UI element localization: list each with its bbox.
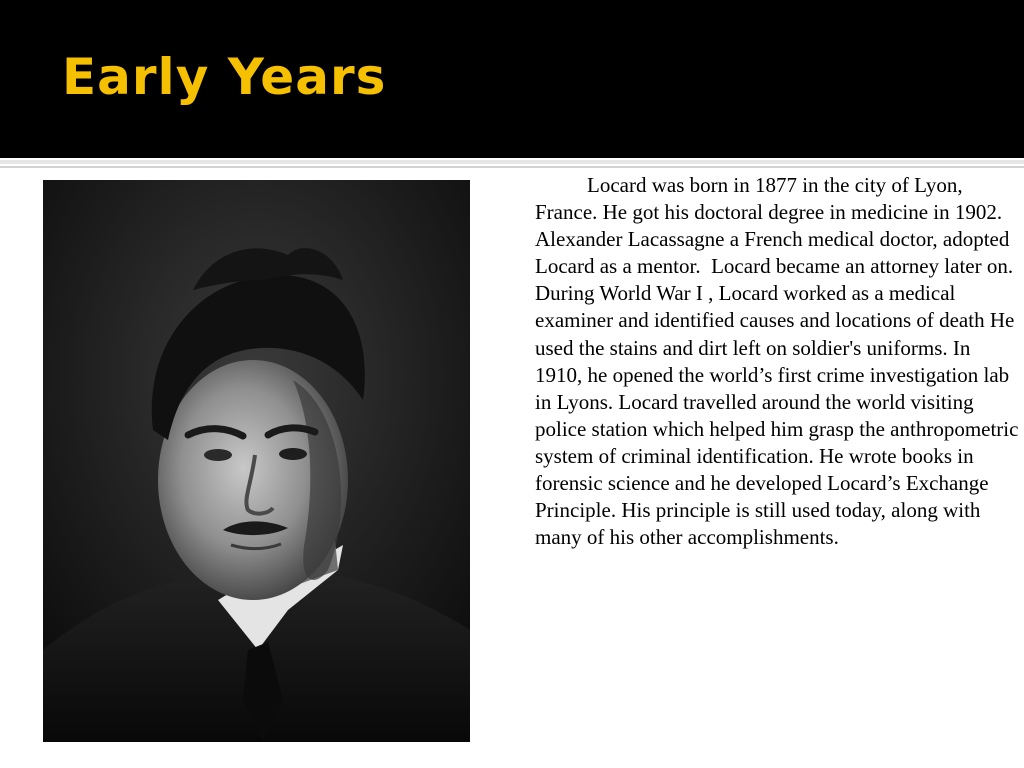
slide-title: Early Years [62,48,387,106]
title-bar [0,0,1024,158]
body-paragraph: Locard was born in 1877 in the city of Lyon, France. He got his doctoral degree in medicine in 1902. Alexander Lacassagne a French medical doctor, adopted Locard as a mentor. Locard became an attorney later on. During World War I , Locard worked as a medical examiner and identified causes and locations of death He used the stains and dirt left on soldier's uniforms. In 1910, he opened the world’s first crime investigation lab in Lyons. Locard travelled around the world visiting police station which helped him grasp the anthropometric system of criminal identification. He wrote books in forensic science and he developed Locard’s Exchange Principle. His principle is still used today, along with many of his other accomplishments. [535,173,1024,550]
portrait-photo [43,180,470,742]
header-divider-thin [0,166,1024,168]
header-divider [0,160,1024,164]
